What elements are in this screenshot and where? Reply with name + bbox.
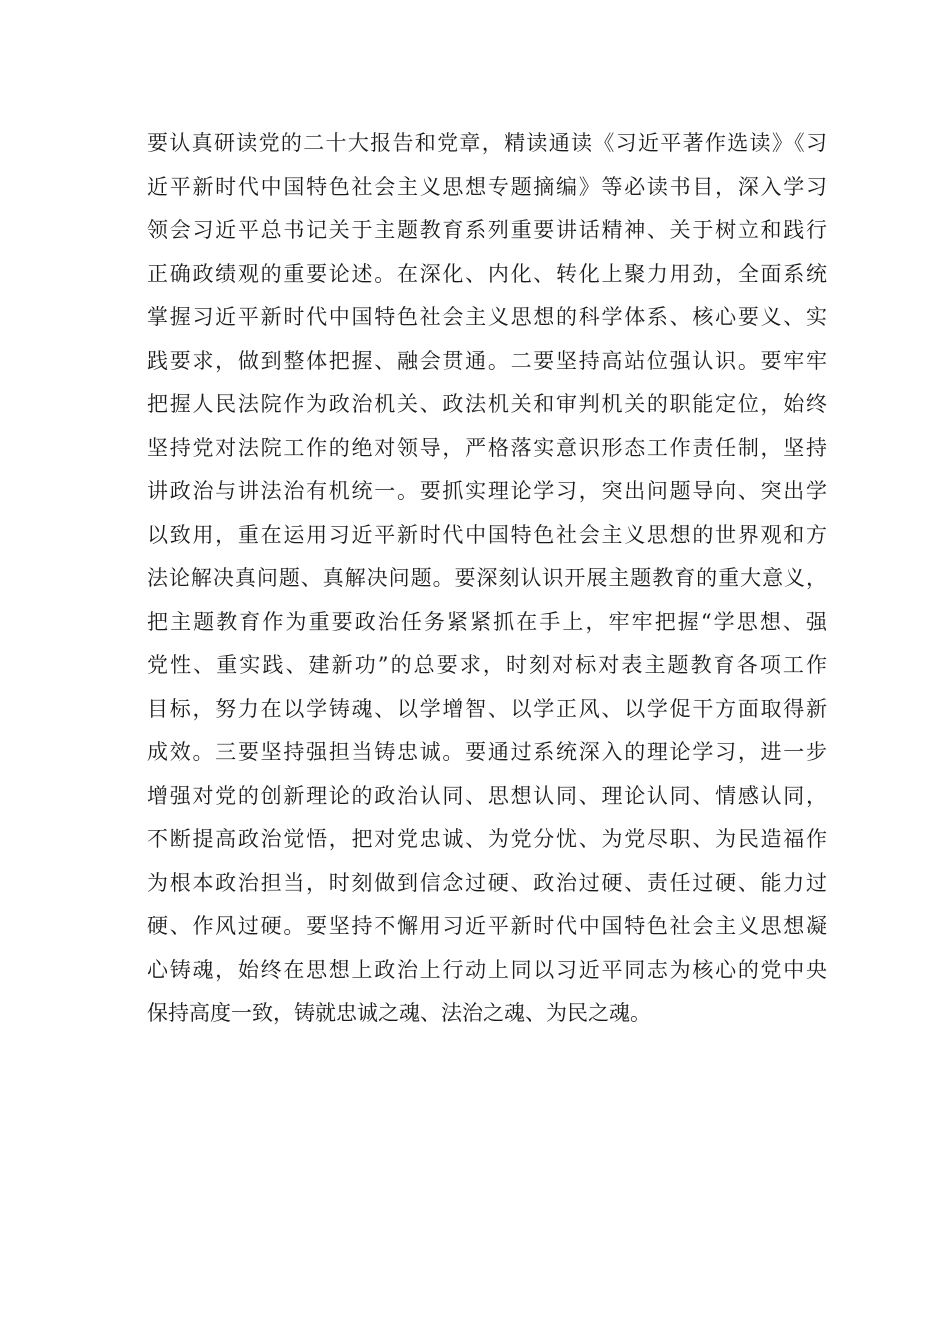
- text-line: 践要求，做到整体把握、融会贯通。二要坚持高站位强认识。要牢牢: [147, 348, 827, 373]
- text-line: 心铸魂，始终在思想上政治上行动上同以习近平同志为核心的党中央: [147, 957, 827, 982]
- text-line: 法论解决真问题、真解决问题。要深刻认识开展主题教育的重大意义，: [147, 566, 827, 590]
- text-line: 目标，努力在以学铸魂、以学增智、以学正风、以学促干方面取得新: [147, 696, 827, 721]
- text-line: 正确政绩观的重要论述。在深化、内化、转化上聚力用劲，全面系统: [147, 261, 827, 286]
- text-line: 不断提高政治觉悟，把对党忠诚、为党分忧、为党尽职、为民造福作: [147, 827, 827, 851]
- text-line: 讲政治与讲法治有机统一。要抓实理论学习，突出问题导向、突出学: [147, 479, 827, 503]
- text-line: 坚持党对法院工作的绝对领导，严格落实意识形态工作责任制，坚持: [147, 435, 827, 460]
- text-line: 为根本政治担当，时刻做到信念过硬、政治过硬、责任过硬、能力过: [147, 870, 827, 895]
- text-line-last: 保持高度一致，铸就忠诚之魂、法治之魂、为民之魂。: [147, 1001, 651, 1025]
- text-line: 要认真研读党的二十大报告和党章，精读通读《习近平著作选读》《习: [147, 131, 827, 155]
- body-paragraph: [147, 122, 827, 1036]
- text-line: 以致用，重在运用习近平新时代中国特色社会主义思想的世界观和方: [147, 522, 827, 547]
- text-line: 成效。三要坚持强担当铸忠诚。要通过系统深入的理论学习，进一步: [147, 740, 827, 764]
- text-line: 掌握习近平新时代中国特色社会主义思想的科学体系、核心要义、实: [147, 305, 827, 329]
- text-line: 把主题教育作为重要政治任务紧紧抓在手上，牢牢把握“学思想、强: [147, 609, 827, 634]
- text-line: 近平新时代中国特色社会主义思想专题摘编》等必读书目，深入学习: [147, 174, 827, 199]
- text-line: 增强对党的创新理论的政治认同、思想认同、理论认同、情感认同，: [147, 783, 827, 808]
- text-line: 硬、作风过硬。要坚持不懈用习近平新时代中国特色社会主义思想凝: [147, 914, 827, 938]
- text-line: 党性、重实践、建新功”的总要求，时刻对标对表主题教育各项工作: [147, 653, 827, 677]
- text-line: 领会习近平总书记关于主题教育系列重要讲话精神、关于树立和践行: [147, 218, 827, 242]
- text-line: 把握人民法院作为政治机关、政法机关和审判机关的职能定位，始终: [147, 392, 827, 416]
